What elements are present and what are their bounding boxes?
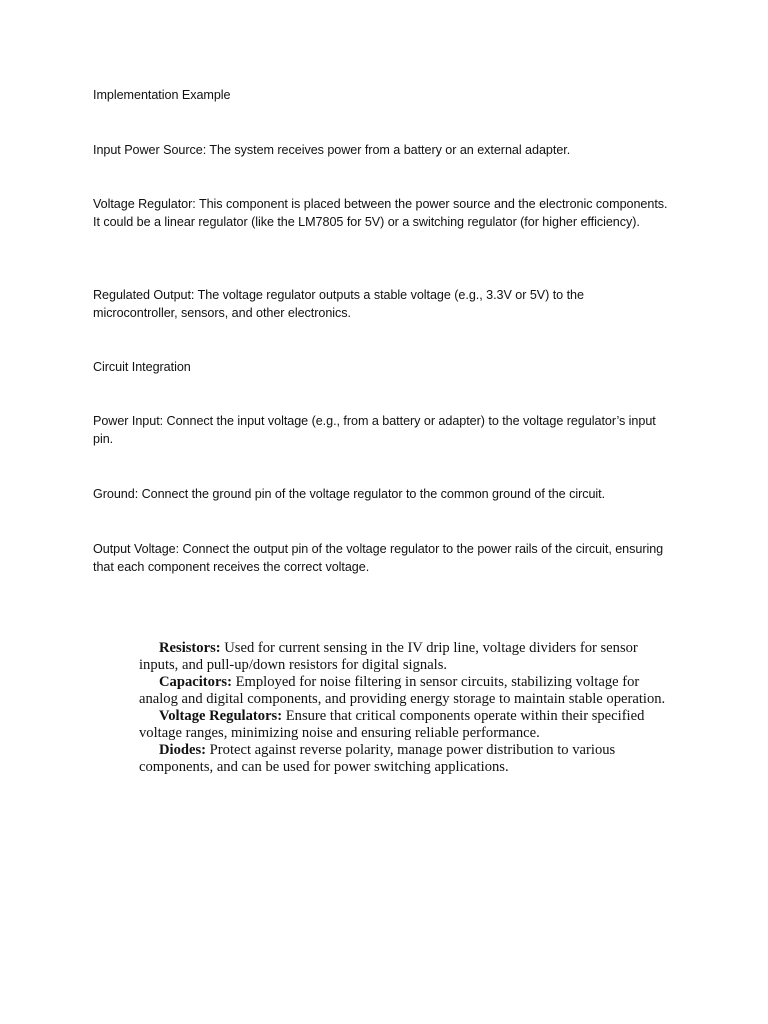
component-term: Capacitors: bbox=[159, 674, 232, 690]
component-term: Resistors: bbox=[159, 640, 221, 656]
component-resistors bbox=[139, 640, 674, 674]
component-voltage-regulators bbox=[139, 708, 674, 742]
heading-implementation-example: Implementation Example bbox=[93, 88, 231, 102]
paragraph-output-voltage: Output Voltage: Connect the output pin of the voltage regulator to the power rails of the circuit, ensuring that each component receives the correct voltage. bbox=[93, 542, 664, 574]
component-term: Diodes: bbox=[159, 742, 207, 758]
component-term: Voltage Regulators: bbox=[159, 708, 283, 724]
paragraph-regulated-output: Regulated Output: The voltage regulator outputs a stable voltage (e.g., 3.3V or 5V) to the microcontroller, sensors, and other electronics. bbox=[93, 288, 584, 320]
component-capacitors bbox=[139, 674, 674, 708]
heading-circuit-integration: Circuit Integration bbox=[93, 360, 191, 374]
paragraph-ground: Ground: Connect the ground pin of the voltage regulator to the common ground of the circuit. bbox=[93, 487, 606, 501]
component-diodes bbox=[139, 742, 674, 776]
paragraph-voltage-regulator: Voltage Regulator: This component is placed between the power source and the electronic components. It could be a linear regulator (like the LM7805 for 5V) or a switching regulator (for higher efficiency). bbox=[93, 197, 668, 229]
component-description: Ensure that critical components operate within their specified voltage ranges, minimizing noise and ensuring reliable performance. bbox=[139, 708, 645, 741]
component-description: Used for current sensing in the IV drip line, voltage dividers for sensor inputs, and pull-up/down resistors for digital signals. bbox=[139, 640, 638, 673]
component-description: Protect against reverse polarity, manage power distribution to various components, and can be used for power switching applications. bbox=[139, 742, 616, 775]
paragraph-input-power-source: Input Power Source: The system receives power from a battery or an external adapter. bbox=[93, 143, 571, 157]
component-description: Employed for noise filtering in sensor circuits, stabilizing voltage for analog and digital components, and providing energy storage to maintain stable operation. bbox=[139, 674, 666, 707]
components-list bbox=[139, 640, 674, 776]
paragraph-power-input: Power Input: Connect the input voltage (e.g., from a battery or adapter) to the voltage regulator’s input pin. bbox=[93, 414, 656, 446]
